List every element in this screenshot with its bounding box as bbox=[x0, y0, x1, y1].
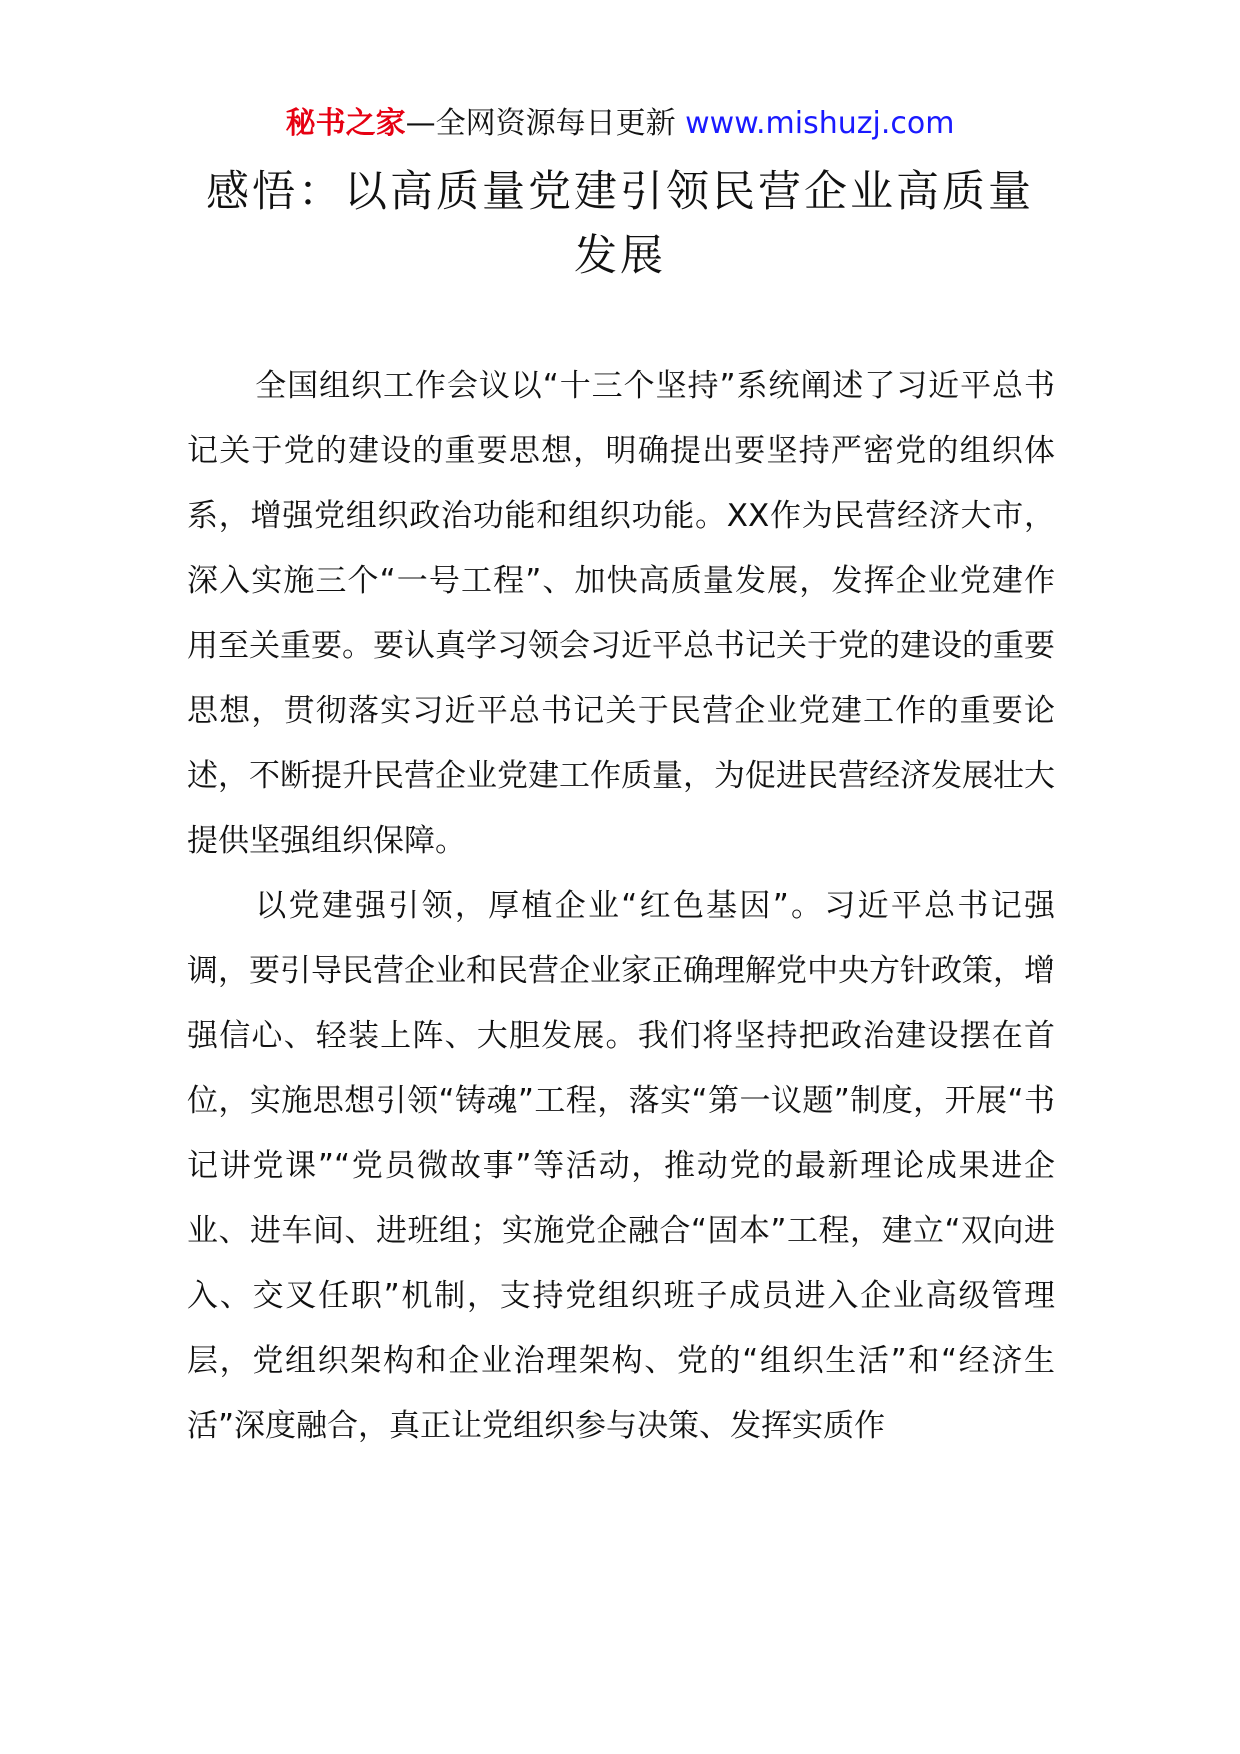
paragraph-2: 以党建强引领，厚植企业“红色基因”。习近平总书记强调，要引导民营企业和民营企业家正确理解党中央方针政策，增强信心、轻装上阵、大胆发展。我们将坚持把政治建设摆在首位，实施思想引领“铸魂”工程，落实“第一议题”制度，开展“书记讲党课”“党员微故事”等活动，推动党的最新理论成果进企业、进车间、进班组；实施党企融合“固本”工程，建立“双向进入、交叉任职”机制，支持党组织班子成员进入企业高级管理层，党组织架构和企业治理架构、党的“组织生活”和“经济生活”深度融合，真正让党组织参与决策、发挥实质作 bbox=[187, 888, 1055, 1444]
document-body bbox=[187, 354, 1055, 1459]
site-header bbox=[0, 104, 1240, 144]
document-title: 感悟：以高质量党建引领民营企业高质量发展 bbox=[206, 167, 1034, 281]
header-slogan: —全网资源每日更新 bbox=[405, 106, 686, 141]
brand-name: 秘书之家 bbox=[285, 106, 406, 141]
site-url-link[interactable]: www.mishuzj.com bbox=[685, 106, 955, 141]
paragraph-1: 全国组织工作会议以“十三个坚持”系统阐述了习近平总书记关于党的建设的重要思想，明确提出要坚持严密党的组织体系，增强党组织政治功能和组织功能。XX作为民营经济大市，深入实施三个“一号工程”、加快高质量发展，发挥企业党建作用至关重要。要认真学习领会习近平总书记关于党的建设的重要思想，贯彻落实习近平总书记关于民营企业党建工作的重要论述，不断提升民营企业党建工作质量，为促进民营经济发展壮大提供坚强组织保障。 bbox=[187, 368, 1055, 859]
